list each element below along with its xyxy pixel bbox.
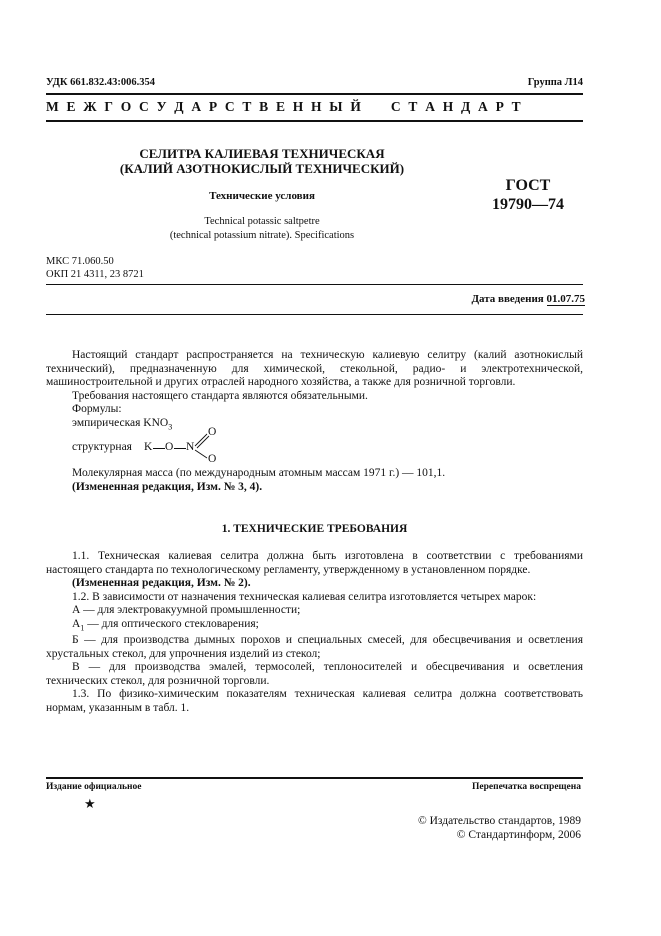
grade-a1 (46, 618, 583, 635)
okp-code: ОКП 21 4311, 23 8721 (46, 269, 144, 280)
english-title-line-1: Technical potassic saltpetre (204, 216, 320, 227)
document-title (100, 146, 424, 176)
copyright-2006: © Стандартинформ, 2006 (456, 829, 581, 841)
molar-mass-section (46, 467, 583, 494)
grade-v: В — для производства эмалей, термосолей, теплоносителей и обесцвечивания и осветления технических стекол, для розничной торговли. (46, 661, 583, 687)
gost-label: ГОСТ (505, 177, 551, 194)
mks-code: МКС 71.060.50 (46, 256, 114, 267)
structural-atom-o: O (165, 441, 174, 453)
grade-a1-letter: А (72, 617, 81, 630)
effective-date (471, 293, 585, 305)
official-edition: Издание официальное (46, 782, 142, 792)
structural-atom-n: N (186, 441, 195, 453)
clause-1-3: 1.3. По физико-химическим показателям техническая калиевая селитра должна соответствовать нормам, указанным в табл. 1. (46, 688, 583, 714)
section-1-body (46, 550, 583, 715)
copyright-block (281, 814, 581, 842)
intro-paragraph-1: Настоящий стандарт распространяется на техническую калиевую селитру (калий азотнокислый технический), предназначенную для химической, стекольной, радио- и электротехнической, машиностроительной и других отраслей народного хозяйства, а также для розничной торговли. (46, 349, 583, 388)
clause-1-1-amendment: (Измененная редакция, Изм. № 2). (72, 577, 251, 589)
english-title (100, 215, 424, 243)
grade-a: А — для электровакуумной промышленности; (72, 604, 301, 616)
document-subtitle: Технические условия (209, 190, 315, 202)
empirical-label: эмпирическая (72, 416, 141, 429)
grade-b: Б — для производства дымных порохов и специальных смесей, для обесцвечивания и осветления хрустальных стекол, для упрочнения изделий из стекол; (46, 634, 583, 660)
intro-paragraph-2: Требования настоящего стандарта являются обязательными. (72, 389, 368, 402)
grade-a1-text: — для оптического стекловарения; (84, 617, 259, 630)
gost-number: 19790—74 (492, 196, 564, 213)
effective-date-label: Дата введения (471, 293, 544, 305)
molar-mass: Молекулярная масса (по международным атомным массам 1971 г.) — 101,1. (72, 467, 446, 479)
title-line-2: (КАЛИЙ АЗОТНОКИСЛЫЙ ТЕХНИЧЕСКИЙ) (119, 161, 405, 176)
structural-atom-o-bottom: O (208, 453, 217, 465)
header-rule-bottom (46, 120, 583, 122)
bond-o-n (174, 448, 186, 449)
empirical-formula: KNO (143, 416, 169, 429)
clause-1-2: 1.2. В зависимости от назначения техническая калиевая селитра изготовляется четырех марок: (72, 590, 537, 603)
footer-rule (46, 777, 583, 779)
english-title-line-2: (technical potassium nitrate). Specifications (169, 230, 355, 241)
codes-rule (46, 284, 583, 285)
copyright-1989: © Издательство стандартов, 1989 (417, 815, 581, 827)
effective-date-value: 01.07.75 (546, 293, 585, 305)
date-rule (46, 314, 583, 315)
structural-label: структурная (72, 441, 132, 453)
classification-codes (46, 255, 144, 281)
empirical-formula-subscript: 3 (168, 421, 173, 431)
reprint-prohibited: Перепечатка воспрещена (471, 782, 581, 792)
intro-amendment-note: (Измененная редакция, Изм. № 3, 4). (72, 480, 263, 493)
title-line-1: СЕЛИТРА КАЛИЕВАЯ ТЕХНИЧЕСКАЯ (139, 146, 385, 161)
intro-section (46, 349, 583, 433)
structural-atom-o-top: O (208, 426, 217, 438)
bond-k-o (153, 448, 165, 449)
standard-type: М Е Ж Г О С У Д А Р С Т В Е Н Н Ы Й С Т А Н Д А Р Т (46, 99, 523, 114)
gost-designation (470, 176, 586, 214)
formulas-label: Формулы: (72, 403, 122, 415)
clause-1-1: 1.1. Техническая калиевая селитра должна быть изготовлена в соответствии с требованиями настоящего стандарта по технологическому регламенту, утвержденному в установленном порядке. (46, 550, 583, 576)
udc-code: УДК 661.832.43:006.354 (46, 77, 155, 88)
header-rule-top (46, 93, 583, 95)
grade-a1-subscript: 1 (80, 622, 85, 632)
star-icon: ★ (84, 796, 96, 811)
section-1-heading: 1. ТЕХНИЧЕСКИЕ ТРЕБОВАНИЯ (221, 523, 408, 535)
structural-atom-k: K (144, 441, 153, 453)
group-code: Группа Л14 (527, 77, 583, 88)
